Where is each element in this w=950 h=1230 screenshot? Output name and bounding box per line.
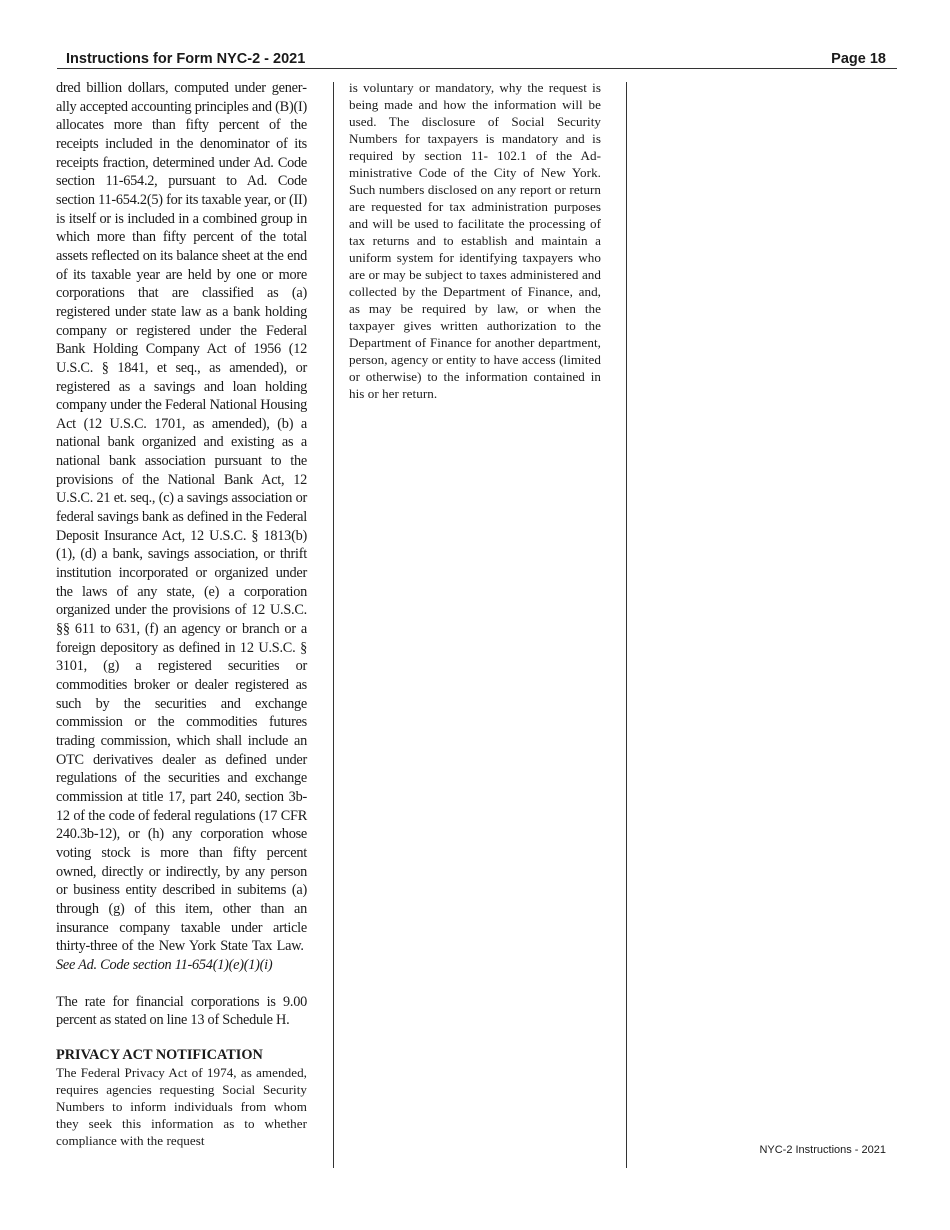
page-number: Page 18 [831, 51, 886, 67]
page-footer: NYC-2 Instructions - 2021 [759, 1144, 886, 1156]
definition-text: dred billion dollars, computed under generally accepted accounting principles and (B)(I) allocates more than fifty percent of the receipts included in the denominator of its receipts fraction, determined under Ad. Code section 11-654.2, pursuant to Ad. Code section 11-654.2(5) for its taxable year, or (II) is itself or is included in a combined group in which more than fifty percent of the total assets reflected on its balance sheet at the end of its taxable year are held by one or more corporations that are classified as (a) registered under state law as a bank holding company or registered under the Federal Bank Holding Company Act of 1956 (12 U.S.C. § 1841, et seq., as amended), or registered as a savings and loan holding company under the Federal National Housing Act (12 U.S.C. 1701, as amended), (b) a national bank organized and existing as a national bank association pursuant to the provisions of the National Bank Act, 12 U.S.C. 21 et. seq., (c) a savings association or federal savings bank as defined in the Federal Deposit Insurance Act, 12 U.S.C. § 1813(b)(1), (d) a bank, savings association, or thrift institution incorporated or organized under the laws of any state, (e) a corporation organized under the provisions of 12 U.S.C. §§ 611 to 631, (f) an agency or branch or a foreign depository as defined in 12 U.S.C. § 3101, (g) a registered securities or commodities broker or dealer registered as such by the securities and exchange commission or the commodities futures trading commission, which shall include an OTC derivatives dealer as defined under regulations of the securities and exchange commission at title 17, part 240, section 3b-12 of the code of federal regulations (17 CFR 240.3b-12), or (h) any corporation whose voting stock is more than fifty percent owned, directly or indirectly, by any person or business entity described in subitems (a) through (g) of this item, other than an insurance company taxable under article thirty-three of the New York State Tax Law. [56, 80, 307, 955]
column-divider-left [333, 82, 334, 1168]
privacy-act-paragraph-continued: is voluntary or mandatory, why the request is being made and how the information will be used. The disclosure of Social Security Numbers for taxpayers is mandatory and is required by section 11- 102.1 of the Administrative Code of the City of New York. Such numbers disclosed on any report or return are requested for tax administration purposes and will be used to facilitate the processing of tax returns and to establish and maintain a uniform system for identifying taxpayers who are or may be subject to taxes administered and collected by the Department of Finance, and, as may be required by law, or when the taxpayer gives written authorization to the Department of Finance for another department, person, agency or entity to have access (limited or otherwise) to the information contained in his or her return. [349, 80, 601, 401]
financial-corporation-definition [56, 79, 307, 975]
privacy-act-paragraph: The Federal Privacy Act of 1974, as amended, requires agencies requesting Social Security Numbers to inform individuals from whom they seek this information as to whether compliance with the request [56, 1064, 307, 1148]
column-divider-right [626, 82, 627, 1168]
text-column-2 [349, 79, 601, 402]
document-title: Instructions for Form NYC-2 - 2021 [66, 51, 306, 67]
page-header [57, 50, 897, 69]
privacy-act-heading: PRIVACY ACT NOTIFICATION [56, 1046, 263, 1063]
ad-code-citation: See Ad. Code section 11-654(1)(e)(1)(i) [56, 956, 273, 973]
text-column-1 [56, 79, 307, 1149]
financial-rate-paragraph: The rate for financial corporations is 9.00 percent as stated on line 13 of Schedule H. [56, 993, 307, 1029]
